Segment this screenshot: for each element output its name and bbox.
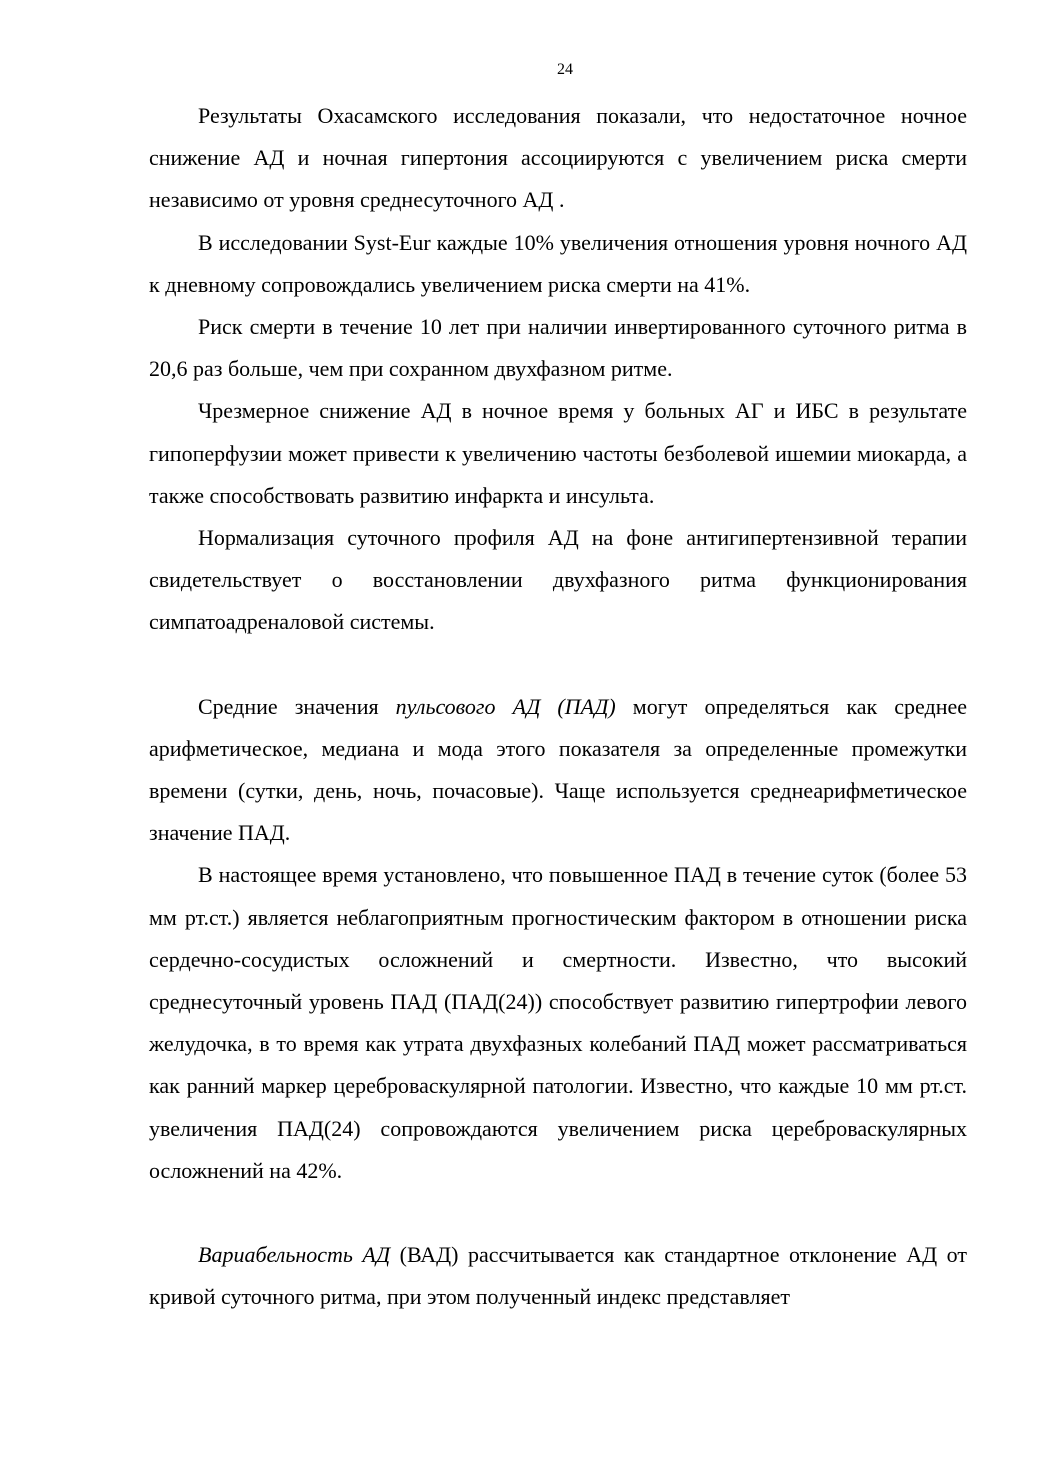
paragraph-normalization: Нормализация суточного профиля АД на фоне антигипертензивной терапии свидетельствует о восстановлении двухфазного ритма функционирования симпатоадреналовой системы.	[149, 525, 967, 635]
variability-rest: (ВАД) рассчитывается как стандартное отклонение АД от кривой суточного ритма, при этом полученный индекс представляет	[149, 1242, 967, 1310]
section-spacer	[149, 1192, 967, 1234]
paragraph-excessive-decrease: Чрезмерное снижение АД в ночное время у больных АГ и ИБС в результате гипоперфузии может привести к увеличению частоты безболевой ишемии миокарда, а также способствовать развитию инфаркта и инсульта.	[149, 398, 967, 508]
paragraph-oxasam-study: Результаты Охасамского исследования показали, что недостаточное ночное снижение АД и ночная гипертония ассоциируются с увеличением риска смерти независимо от уровня среднесуточного АД .	[149, 103, 967, 213]
paragraph-variability	[149, 1234, 967, 1318]
paragraph-inverted-rhythm: Риск смерти в течение 10 лет при наличии инвертированного суточного ритма в 20,6 раз больше, чем при сохранном двухфазном ритме.	[149, 314, 967, 382]
paragraph-pulse-pressure-mean	[149, 686, 967, 855]
variability-term: Вариабельность АД	[198, 1242, 391, 1268]
pulse-pressure-intro: Средние значения	[198, 693, 396, 719]
document-body	[149, 95, 967, 1318]
page-number: 24	[557, 61, 573, 78]
paragraph-syst-eur: В исследовании Syst-Eur каждые 10% увеличения отношения уровня ночного АД к дневному сопровождались увеличением риска смерти на 41%.	[149, 229, 967, 297]
pulse-pressure-term: пульсового АД (ПАД)	[395, 693, 616, 719]
pulse-pressure-rest: могут определяться как среднее арифметическое, медиана и мода этого показателя за определенные промежутки времени (сутки, день, ночь, почасовые). Чаще используется среднеарифметическое значение ПАД.	[149, 693, 967, 846]
section-spacer	[149, 644, 967, 686]
paragraph-pulse-pressure-risk: В настоящее время установлено, что повышенное ПАД в течение суток (более 53 мм рт.ст.) является неблагоприятным прогностическим фактором в отношении риска сердечно-сосудистых осложнений и смертности. Известно, что высокий среднесуточный уровень ПАД (ПАД(24)) способствует развитию гипертрофии левого желудочка, в то время как утрата двухфазных колебаний ПАД может рассматриваться как ранний маркер цереброваскулярной патологии. Известно, что каждые 10 мм рт.ст. увеличения ПАД(24) сопровождаются увеличением риска цереброваскулярных осложнений на 42%.	[149, 862, 967, 1183]
